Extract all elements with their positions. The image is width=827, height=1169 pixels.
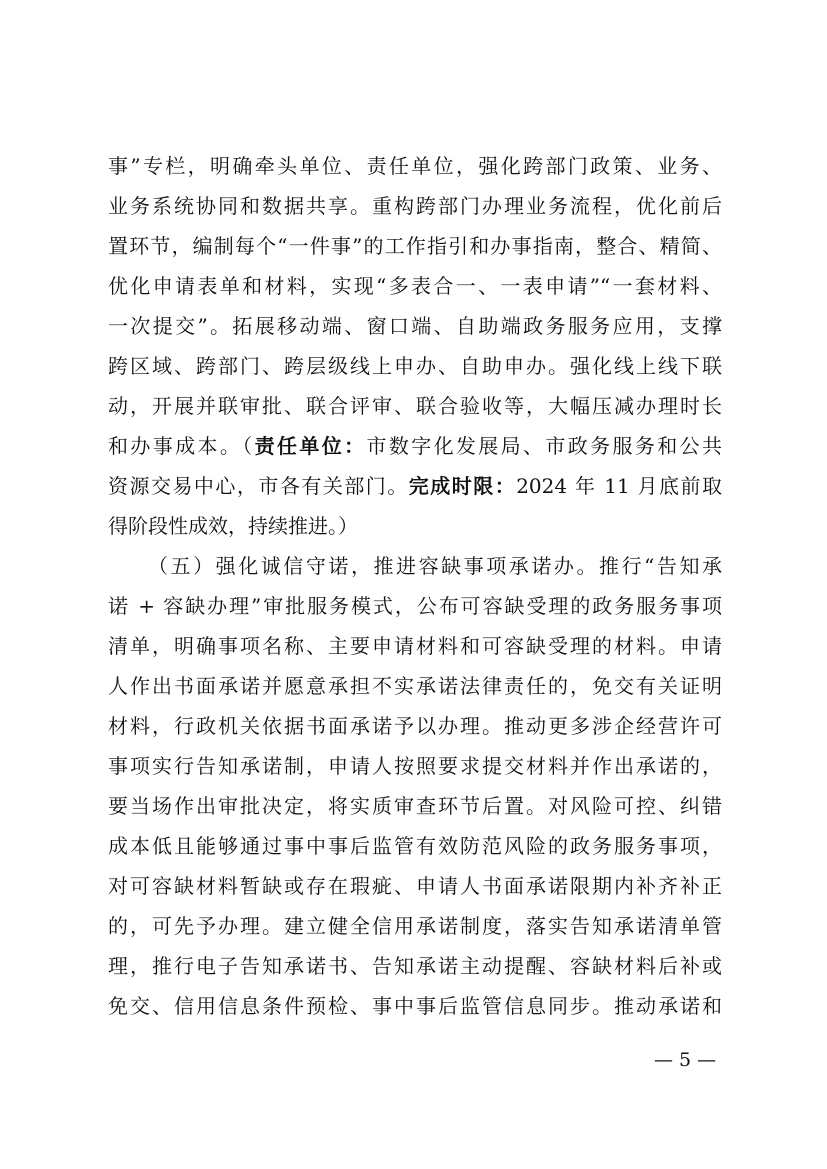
responsible-unit-text-cont: 资源交易中心，市各有关部门。 [108,474,409,498]
line8-prefix: 和办事成本。（ [108,434,255,458]
body-text [108,146,722,1026]
section-5-line-4: 人作出书面承诺并愿意承担不实承诺法律责任的，免交有关证明 [108,674,722,698]
text-line-5: 一次提交”。拓展移动端、窗口端、自助端政务服务应用，支撑 [108,314,722,338]
text-line-9 [108,466,722,506]
section-5-line-8: 成本低且能够通过事中事后监管有效防范风险的政务服务事项， [108,834,722,858]
page-number: — 5 — [654,1049,717,1071]
text-line-8 [108,426,722,466]
section-5-line-11: 理，推行电子告知承诺书、告知承诺主动提醒、容缺材料后补或 [108,954,722,978]
section-5-line-10: 的，可先予办理。建立健全信用承诺制度，落实告知承诺清单管 [108,914,722,938]
deadline-label: 完成时限： [408,474,517,498]
responsible-unit-label: 责任单位： [254,434,367,458]
responsible-unit-text: 市数字化发展局、市政务服务和公共 [366,434,723,458]
section-5-line-2: 诺 + 容缺办理”审批服务模式，公布可容缺受理的政务服务事项 [108,594,722,618]
text-line-1: 事”专栏，明确牵头单位、责任单位，强化跨部门政策、业务、 [108,154,722,178]
section-5-line-7: 要当场作出审批决定，将实质审查环节后置。对风险可控、纠错 [108,794,722,818]
text-line-7: 动，开展并联审批、联合评审、联合验收等，大幅压减办理时长 [108,394,722,418]
section-5-line-3: 清单，明确事项名称、主要申请材料和可容缺受理的材料。申请 [108,634,722,658]
text-line-4: 优化申请表单和材料，实现“多表合一、一表申请”“一套材料、 [108,274,722,298]
text-line-3: 置环节，编制每个“一件事”的工作指引和办事指南，整合、精简、 [108,234,722,258]
section-5-line-5: 材料，行政机关依据书面承诺予以办理。推动更多涉企经营许可 [108,714,722,738]
section-5-line-6: 事项实行告知承诺制，申请人按照要求提交材料并作出承诺的， [108,754,722,778]
text-line-2: 业务系统协同和数据共享。重构跨部门办理业务流程，优化前后 [108,194,722,218]
section-5-heading-line: （五）强化诚信守诺，推进容缺事项承诺办。推行“告知承 [148,554,722,578]
text-line-6: 跨区域、跨部门、跨层级线上申办、自助申办。强化线上线下联 [108,354,722,378]
section-5-line-9: 对可容缺材料暂缺或存在瑕疵、申请人书面承诺限期内补齐补正 [108,874,722,898]
text-line-10: 得阶段性成效，持续推进。） [108,514,358,538]
section-5-line-12: 免交、信用信息条件预检、事中事后监管信息同步。推动承诺和 [108,994,722,1018]
deadline-text: 2024 年 11 月底前取 [516,474,723,498]
